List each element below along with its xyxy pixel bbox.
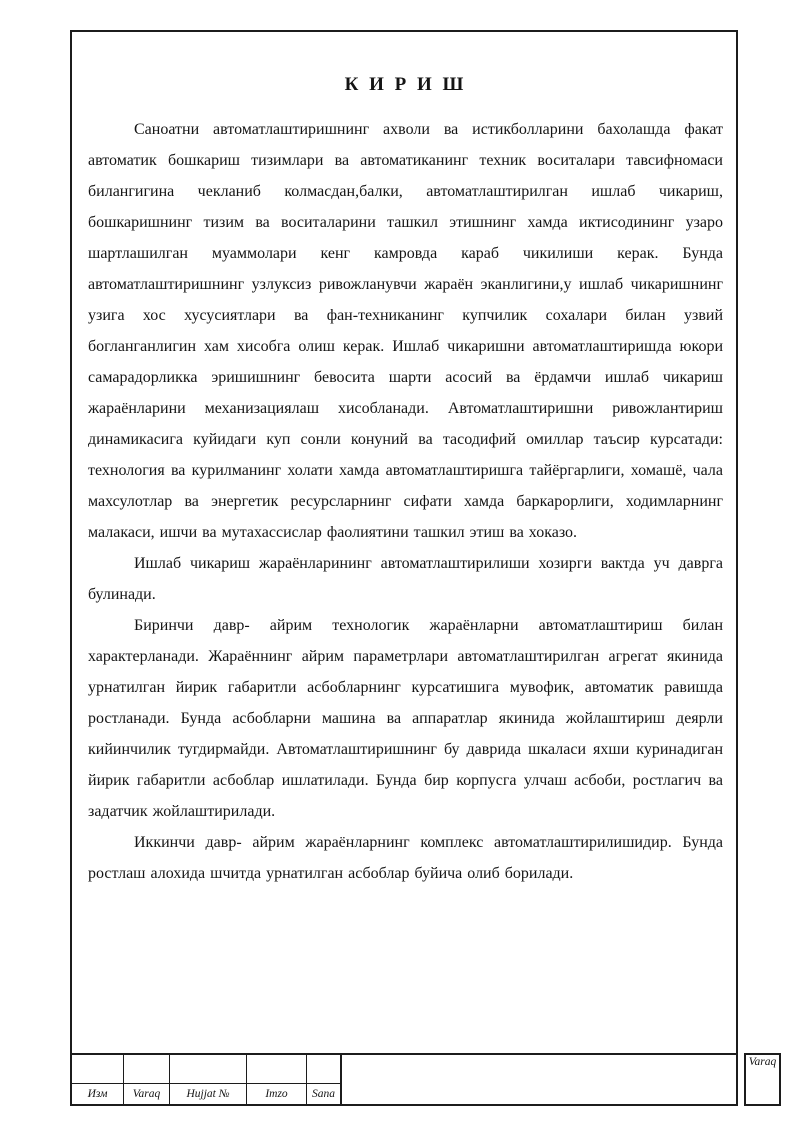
paragraph-3: Биринчи давр- айрим технологик жараёнларни автоматлаштириш билан характерланади. Жараённинг айрим параметрлари автоматлаштирилган агрегат якинида урнатилган йирик габаритли асбобларнинг курсатишига мувофик, автоматик равишда ростланади. Бунда асбобларни машина ва аппаратлар якинида жойлаштириш деярли кийинчилик тугдирмайди. Автоматлаштиришнинг бу даврида шкаласи яхши куринадиган йирик габаритли асбоблар ишлатилади. Бунда бир корпусга улчаш асбоби, ростлагич ва задатчик жойлаштирилади. [88, 617, 723, 820]
sheet-number-label: Varaq [748, 1056, 777, 1068]
title-block-cell [170, 1055, 247, 1083]
title-block-label-imzo: Imzo [247, 1084, 307, 1104]
paragraph-2: Ишлаб чикариш жараёнларининг автоматлаштирилиши хозирги вактда уч даврга булинади. [88, 555, 723, 603]
title-block-columns [72, 1055, 342, 1104]
page-content [88, 74, 723, 889]
title-block-cell [124, 1055, 170, 1083]
title-block-empty-row [72, 1055, 340, 1083]
paragraph-1: Саноатни автоматлаштиришнинг ахволи ва истикболларини бахолашда факат автоматик бошкариш тизимлари ва автоматиканинг техник воситалари тавсифномаси билангигина чекланиб колмасдан,балки, автоматлаштирилган ишлаб чикариш, бошкаришнинг тизим ва воситаларини ташкил этишнинг хамда иктисодининг узаро шартлашилган муаммолари кенг камровда караб чикилиши керак. Бунда автоматлаштиришнинг узлуксиз ривожланувчи жараён эканлигини,у ишлаб чикаришнинг узига хос хусусиятлари ва фан-техниканинг купчилик сохалари билан узвий богланганлигин хам хисобга олиш керак. Ишлаб чикаришни автоматлаштиришда юкори самарадорликка эришишнинг бевосита шарти асосий ва ёрдамчи ишлаб чикариш жараёнларини механизациялаш хисобланади. Автоматлаштиришни ривожлантириш динамикасига куйидаги куп сонли конуний ва тасодифий омиллар таъсир курсатади: технология ва курилманинг холати хамда автоматлаштиришга тайёргарлиги, хомашё, чала махсулотлар ва энергетик ресурсларнинг сифати хамда баркарорлиги, ходимларнинг малакаси, ишчи ва мутахассислар фаолиятини ташкил этиш ва хоказо. [88, 121, 723, 541]
title-block-label-izm: Изм [72, 1084, 124, 1104]
sheet-number-box [744, 1053, 781, 1106]
title-block [70, 1053, 738, 1106]
page-title: К И Р И Ш [344, 74, 467, 95]
title-block-label-row [72, 1083, 340, 1104]
title-block-cell [247, 1055, 307, 1083]
page-border-frame [70, 30, 738, 1106]
title-block-cell [307, 1055, 340, 1083]
title-block-label-sana: Sana [312, 1088, 335, 1100]
title-block-label-varaq: Varaq [124, 1084, 170, 1104]
title-block-main-cell [342, 1055, 736, 1104]
title-block-label-hujjat: Hujjat № [170, 1084, 247, 1104]
paragraph-4: Иккинчи давр- айрим жараёнларнинг комплекс автоматлаштирилишидир. Бунда ростлаш алохида шчитда урнатилган асбоблар буйича олиб борилади. [88, 834, 723, 882]
title-block-cell [72, 1055, 124, 1083]
